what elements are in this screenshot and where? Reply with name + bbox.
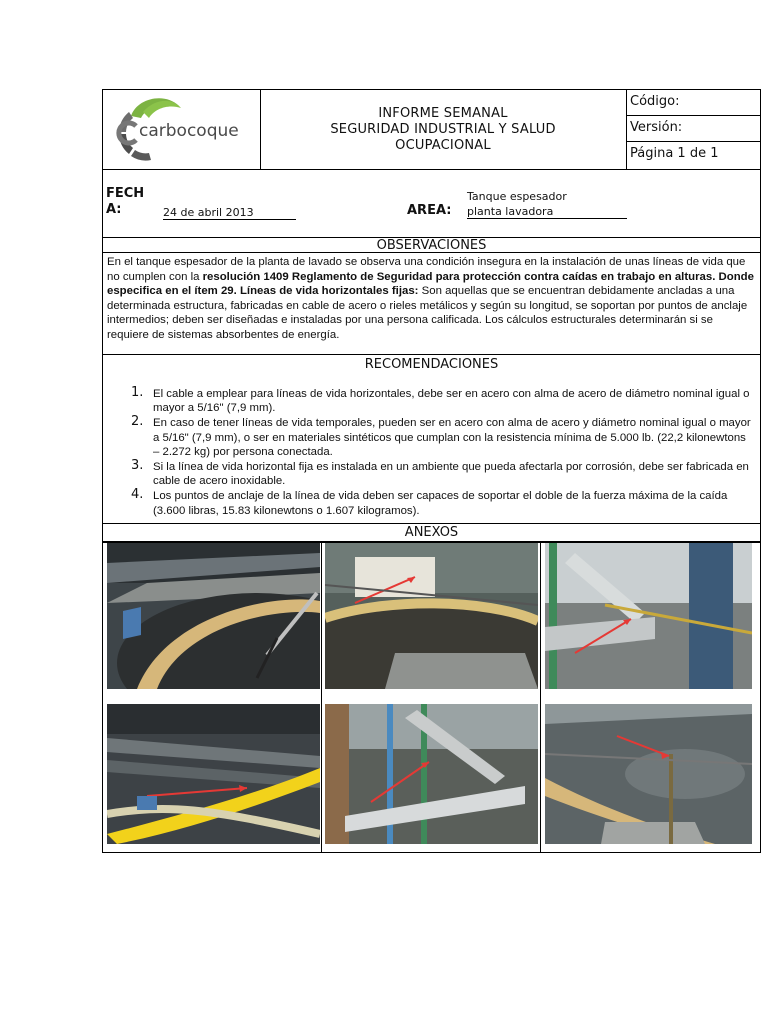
recomendaciones-heading: RECOMENDACIONES bbox=[102, 355, 761, 379]
area-value-line-2: planta lavadora bbox=[467, 205, 627, 219]
title-line-1: INFORME SEMANAL bbox=[378, 105, 508, 121]
anexos-heading: ANEXOS bbox=[102, 523, 761, 542]
recomendacion-number: 1. bbox=[131, 385, 144, 400]
annex-photo-4 bbox=[107, 704, 320, 844]
recomendacion-item bbox=[123, 416, 755, 459]
recomendaciones-body bbox=[102, 379, 761, 523]
annex-photo-3 bbox=[545, 543, 752, 689]
fecha-label: FECH A: bbox=[106, 186, 145, 217]
recomendacion-number: 4. bbox=[131, 487, 144, 503]
observaciones-heading: OBSERVACIONES bbox=[102, 237, 761, 253]
report-title bbox=[260, 90, 627, 169]
report-page bbox=[102, 89, 761, 853]
recomendaciones-list bbox=[123, 387, 755, 519]
area-value-line-1: Tanque espesador bbox=[467, 190, 567, 203]
recomendacion-item bbox=[123, 460, 755, 488]
recomendacion-number: 3. bbox=[131, 458, 144, 474]
title-line-3: OCUPACIONAL bbox=[395, 137, 491, 153]
recomendacion-item bbox=[123, 489, 755, 517]
recomendacion-text: Si la línea de vida horizontal fija es instalada en un ambiente que pueda afectarla por corrosión, debe ser fabricada en cable de acero inoxidable. bbox=[153, 461, 749, 488]
carbocoque-logo-icon bbox=[103, 90, 260, 169]
fecha-value: 24 de abril 2013 bbox=[163, 206, 296, 220]
version-field: Versión: bbox=[626, 116, 760, 142]
title-line-2: SEGURIDAD INDUSTRIAL Y SALUD bbox=[330, 121, 556, 137]
photo-grid bbox=[102, 542, 761, 853]
recomendacion-text: En caso de tener líneas de vida temporales, pueden ser en acero con alma de acero y diámetro nominal igual o mayor a 5/16" (7,9 mm), o ser en materiales sintéticos que cumplan con la resistencia mínima de 5.000 lb. (22,2 kilonewtons – 2.272 kg) por persona conectada. bbox=[153, 417, 751, 458]
info-row bbox=[102, 170, 761, 237]
recomendacion-number: 2. bbox=[131, 414, 144, 430]
recomendacion-text: El cable a emplear para líneas de vida horizontales, debe ser en acero con alma de acero de diámetro nominal igual o mayor a 5/16" (7,9 mm). bbox=[153, 388, 750, 415]
recomendacion-item bbox=[123, 387, 755, 415]
annex-photo-1 bbox=[107, 543, 320, 689]
annex-photo-5 bbox=[325, 704, 538, 844]
company-logo bbox=[103, 90, 261, 169]
svg-text:carbocoque: carbocoque bbox=[139, 121, 239, 141]
pagina-field: Página 1 de 1 bbox=[630, 146, 719, 161]
codigo-field: Código: bbox=[626, 90, 760, 116]
area-label: AREA: bbox=[407, 203, 452, 218]
report-header bbox=[102, 89, 761, 170]
annex-photo-6 bbox=[545, 704, 752, 844]
observaciones-text: En el tanque espesador de la planta de lavado se observa una condición insegura en la instalación de unas líneas de vida que no cumplen con la resolución 1409 Reglamento de Seguridad para protección contra caídas en trabajo en alturas. Donde especifica en el ítem 29. Líneas de vida horizontales fijas: Son aquellas que se encuentran debidamente ancladas a una determinada estructura, fabricadas en cable de acero o rieles metálicos y según su longitud, se soportan por puntos de anclaje intermedios; deben ser diseñadas e instaladas por una persona calificada. Los cálculos estructurales determinarán si se requiere de sistemas absorbentes de energía. bbox=[102, 253, 761, 355]
recomendacion-text: Los puntos de anclaje de la línea de vida deben ser capaces de soportar el doble de la fuerza máxima de la caída (3.600 libras, 15.83 kilonewtons o 1.607 kilogramos). bbox=[153, 490, 728, 517]
document-meta bbox=[626, 90, 760, 169]
annex-photo-2 bbox=[325, 543, 538, 689]
